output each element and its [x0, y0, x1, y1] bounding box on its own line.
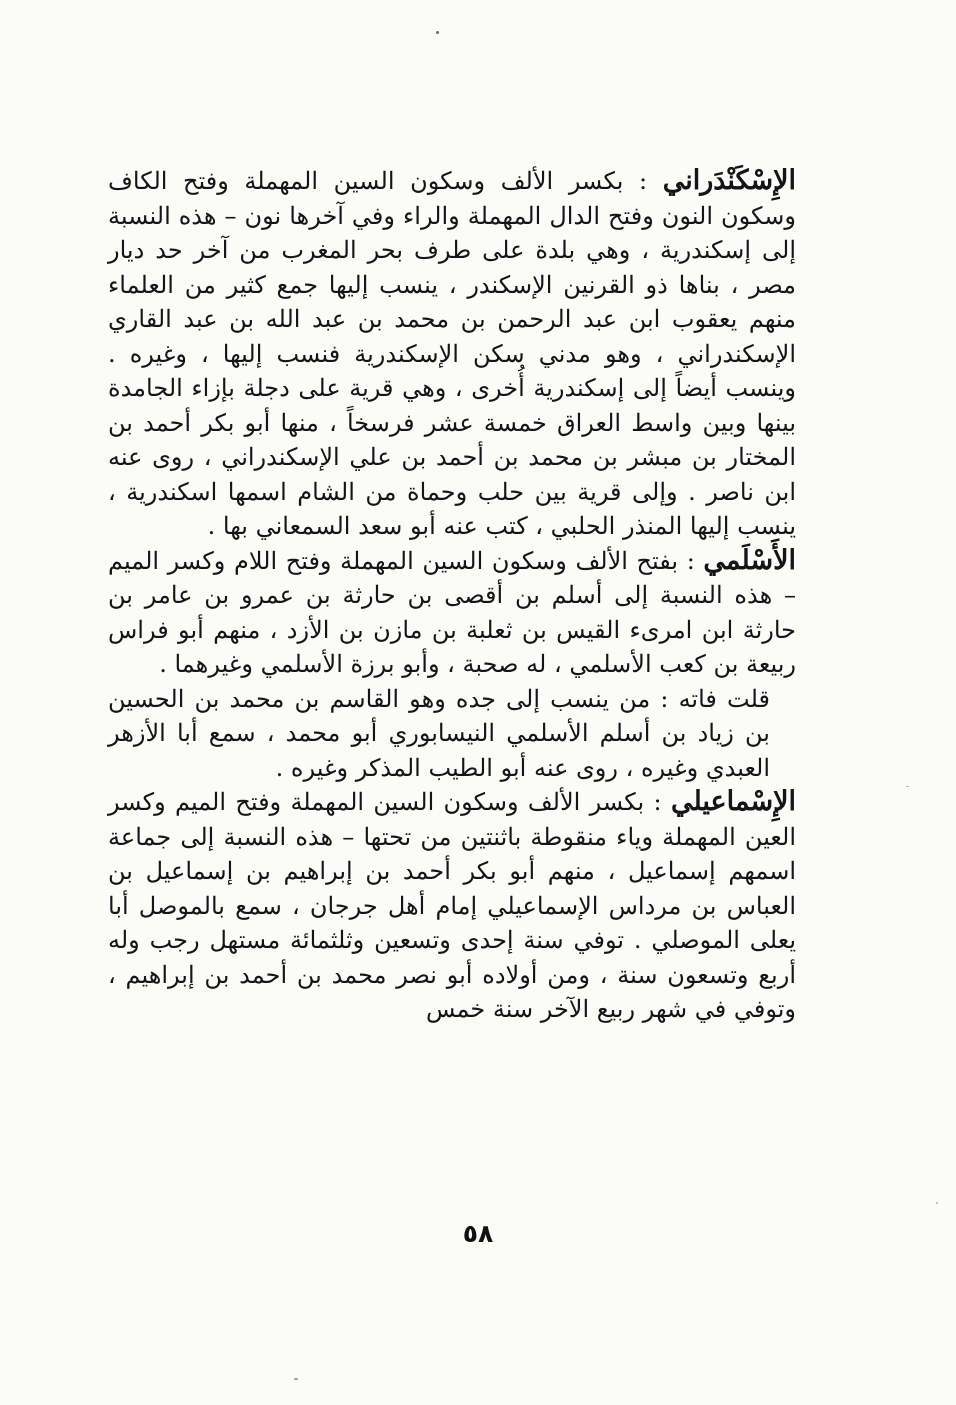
page-number: ٥٨	[462, 1219, 494, 1248]
entry-note	[108, 682, 770, 786]
entry-iskandarani	[108, 164, 796, 544]
entry-body: : بكسر الألف وسكون السين المهملة وفتح الكاف وسكون النون وفتح الدال المهملة والراء وفي آخرها نون – هذه النسبة إلى إسكندرية ، وهي بلدة على طرف بحر المغرب من آخر حد ديار مصر ، بناها ذو القرنين الإسكندر ، ينسب إليها جمع كثير من العلماء منهم يعقوب ابن عبد الرحمن بن محمد بن عبد الله بن عبد القاري الإسكندراني ، وهو مدني سكن الإسكندرية فنسب إليها ، وغيره . وينسب أيضاً إلى إسكندرية أُخرى ، وهي قرية على دجلة بإزاء الجامدة بينها وبين واسط العراق خمسة عشر فرسخاً ، منها أبو بكر أحمد بن المختار بن مبشر بن محمد بن أحمد بن علي الإسكندراني ، روى عنه ابن ناصر . وإلى قرية بين حلب وحماة من الشام اسمها اسكندرية ، ينسب إليها المنذر الحلبي ، كتب عنه أبو سعد السمعاني بها .	[108, 167, 796, 540]
entry-ismaili	[108, 785, 796, 1027]
scan-speck	[294, 1378, 298, 1380]
entry-headword: الإِسْماعيلي	[670, 786, 796, 817]
entry-body: : بكسر الألف وسكون السين المهملة وفتح الميم وكسر العين المهملة وياء منقوطة باثنتين من تحتها – هذه النسبة إلى جماعة اسمهم إسماعيل ، منهم أبو بكر أحمد بن إبراهيم بن إسماعيل بن العباس بن مرداس الإسماعيلي إمام أهل جرجان ، سمع بالموصل أبا يعلى الموصلي . توفي سنة إحدى وتسعين وثلثمائة مستهل رجب وله أربع وتسعون سنة ، ومن أولاده أبو نصر محمد بن أحمد بن إبراهيم ، وتوفي في شهر ربيع الآخر سنة خمس	[108, 788, 796, 1023]
entry-note-text: قلت فاته : من ينسب إلى جده وهو القاسم بن محمد بن الحسين بن زياد بن أسلم الأسلمي النيسابوري أبو محمد ، سمع أبا الأزهر العبدي وغيره ، روى عنه أبو الطيب المذكر وغيره .	[108, 684, 770, 782]
scan-speck	[436, 31, 439, 34]
entry-headword: الإِسْكَنْدَراني	[662, 165, 796, 196]
scan-speck	[936, 1202, 938, 1204]
page-text	[108, 164, 796, 1027]
scan-speck	[906, 786, 909, 787]
entry-body: : بفتح الألف وسكون السين المهملة وفتح اللام وكسر الميم – هذه النسبة إلى أسلم بن أقصى بن حارثة بن عمرو بن عامر بن حارثة ابن امرىء القيس بن ثعلبة بن مازن بن الأزد ، منهم أبو فراس ربيعة بن كعب الأسلمي ، له صحبة ، وأبو برزة الأسلمي وغيرهما .	[108, 546, 796, 678]
entry-aslami	[108, 544, 796, 682]
entry-headword: الأَسْلَمي	[703, 544, 796, 576]
